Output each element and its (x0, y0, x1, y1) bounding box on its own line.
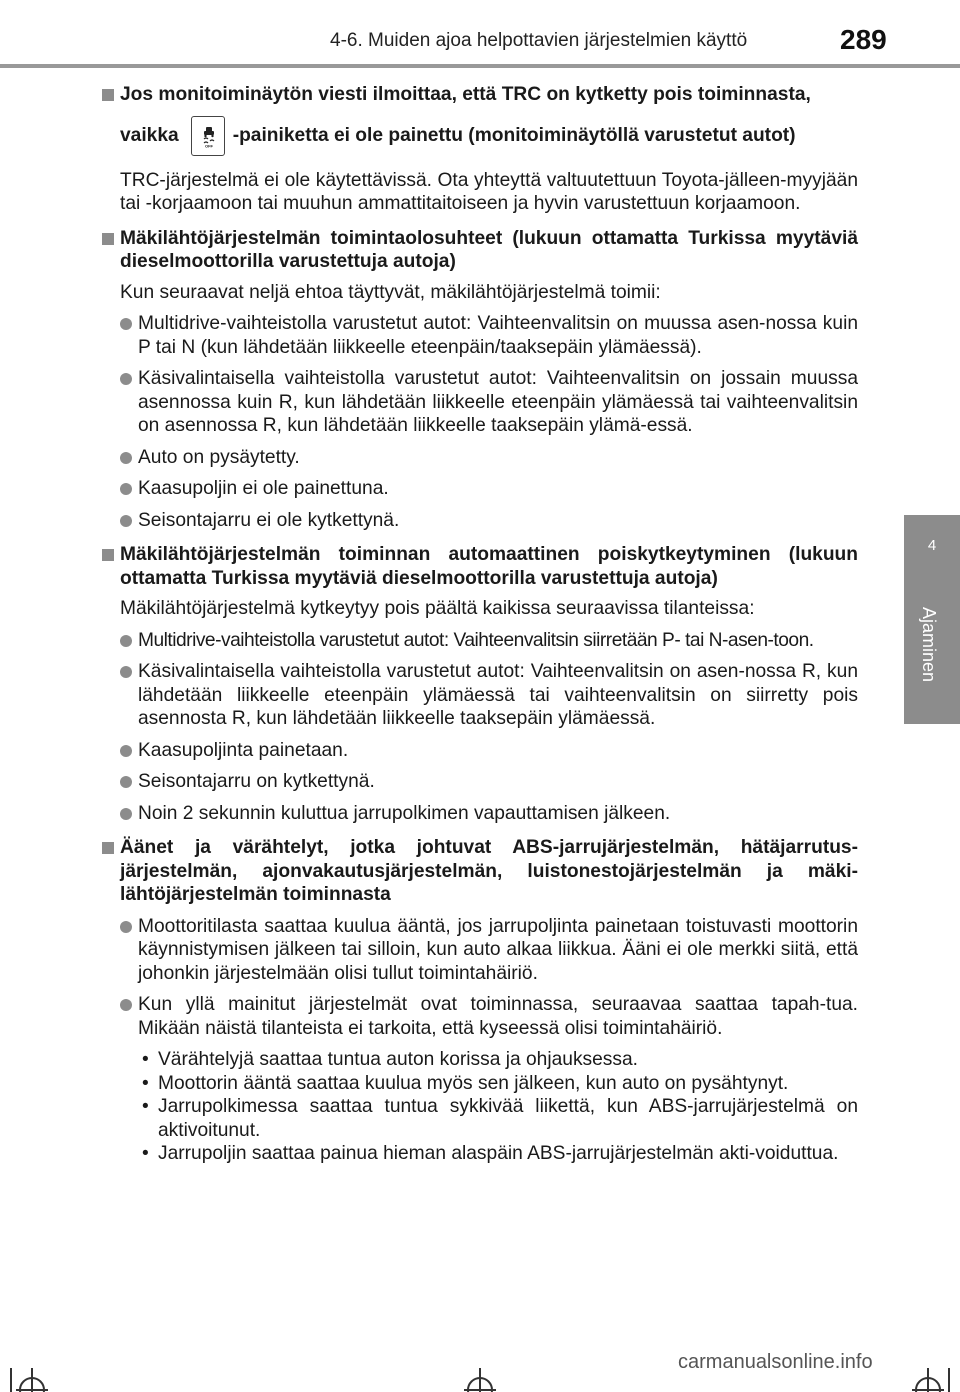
registration-mark-icon (906, 1368, 950, 1392)
list-item: Noin 2 sekunnin kuluttua jarrupolkimen vapauttamisen jälkeen. (100, 802, 858, 826)
chapter-side-tab[interactable] (904, 515, 960, 724)
list-item: Käsivalintaisella vaihteistolla varustetut autot: Vaihteenvalitsin on asen-nossa R, kun lähdetään liikkeelle eteenpäin ylämäessä tai vaihteenvalitsin on siirretty pois asennosta R, kun lähdetään liikkeelle taaksepäin ylämäessä. (100, 660, 858, 731)
sub-list-item: • Jarrupolkimessa saattaa tuntua sykkivää liikettä, kun ABS-jarrujärjestelmä on aktivoitunut. (142, 1096, 858, 1141)
round-bullet-icon (120, 776, 132, 788)
heading-text: -painiketta ei ole painettu (monitoiminäytöllä varustetut autot) (232, 124, 796, 146)
round-bullet-icon (120, 318, 132, 330)
paragraph: Mäkilähtöjärjestelmä kytkeytyy pois päältä kaikissa seuraavissa tilanteissa: (120, 598, 755, 619)
list-item: Moottoritilasta saattaa kuulua ääntä, jos jarrupoljinta painetaan toistuvasti moottorin käynnistymisen jälkeen tai silloin, kun auto alkaa liikkua. Ääni ei ole merkki siitä, että johonkin järjestelmään olisi tullut toimintahäiriö. (100, 915, 858, 986)
round-bullet-icon (120, 483, 132, 495)
list-item: Multidrive-vaihteistolla varustetut autot: Vaihteenvalitsin on muussa asen-nossa kuin P tai N (kun lähdetään liikkeelle eteenpäin/taaksepäin ylämäessä). (100, 312, 858, 359)
list-item: Kun yllä mainitut järjestelmät ovat toiminnassa, seuraavaa saattaa tapah-tua. Mikään näistä tilanteista ei tarkoita, että kyseessä olisi toimintahäiriö. (100, 993, 858, 1040)
heading-text: Mäkilähtöjärjestelmän toiminnan automaattinen poiskytkeytyminen (lukuun ottamatta Turkissa myytäviä dieselmoottorilla varustettuja autoja) (120, 544, 858, 589)
heading-text: Jos monitoiminäytön viesti ilmoittaa, että TRC on kytketty pois toiminnasta, (120, 84, 811, 105)
round-bullet-icon (120, 373, 132, 385)
section-heading-trc (100, 83, 858, 163)
paragraph: TRC-järjestelmä ei ole käytettävissä. Ota yhteyttä valtuutettuun Toyota-jälleen-myyjään tai -korjaamoon tai muuhun ammattitaitoiseen ja hyvin varustettuun korjaamoon. (120, 169, 858, 214)
header-title: 4-6. Muiden ajoa helpottavien järjestelmien käyttö (330, 30, 748, 51)
watermark: carmanualsonline.info (678, 1351, 873, 1373)
round-bullet-icon (120, 808, 132, 820)
registration-mark-icon (458, 1368, 502, 1392)
list-item: Auto on pysäytetty. (100, 446, 858, 470)
trc-off-icon (191, 116, 225, 156)
bullet-marker: • (142, 1096, 149, 1117)
round-bullet-icon (120, 666, 132, 678)
sub-list-item: • Jarrupoljin saattaa painua hieman alaspäin ABS-jarrujärjestelmän akti-voiduttua. (142, 1143, 839, 1164)
sub-list-item: • Moottorin ääntä saattaa kuulua myös sen jälkeen, kun auto on pysähtynyt. (142, 1072, 789, 1094)
heading-text: Äänet ja värähtelyt, jotka johtuvat ABS-jarrujärjestelmän, hätäjarrutus-järjestelmän, ajonvakautusjärjestelmän, luistonestojärjestelmän ja mäki-lähtöjärjestelmän toiminnasta (120, 837, 858, 905)
round-bullet-icon (120, 635, 132, 647)
round-bullet-icon (120, 921, 132, 933)
heading-text: Mäkilähtöjärjestelmän toimintaolosuhteet (lukuun ottamatta Turkissa myytäviä dieselmoottorilla varustettuja autoja) (120, 227, 858, 272)
square-bullet-icon (102, 842, 114, 854)
page-content (100, 83, 858, 1166)
list-item: Käsivalintaisella vaihteistolla varustetut autot: Vaihteenvalitsin on jossain muussa asennossa kuin R, kun lähdetään liikkeelle eteenpäin ylämäessä tai vaihteenvalitsin on asennossa R, kun lähdetään liikkeelle taaksepäin ylämä-essä. (100, 367, 858, 438)
sub-list (100, 1048, 858, 1166)
square-bullet-icon (102, 549, 114, 561)
bullet-marker: • (142, 1049, 149, 1070)
section-heading-hill-start-conditions (100, 227, 858, 274)
round-bullet-icon (120, 745, 132, 757)
bullet-marker: • (142, 1072, 149, 1094)
heading-icon-line (120, 109, 858, 163)
registration-mark-icon (10, 1368, 54, 1392)
chapter-label: Ajaminen (919, 607, 939, 683)
svg-text:OFF: OFF (204, 143, 213, 148)
heading-text: vaikka (120, 124, 179, 146)
round-bullet-icon (120, 452, 132, 464)
section-heading-hill-start-deactivation (100, 543, 858, 590)
list-item: Seisontajarru ei ole kytkettynä. (100, 509, 858, 533)
list-item: Kaasupoljin ei ole painettuna. (100, 477, 858, 501)
page-number: 289 (840, 24, 887, 55)
header-rule (0, 64, 960, 68)
list-item: Kaasupoljinta painetaan. (100, 739, 858, 763)
list-item: Multidrive-vaihteistolla varustetut autot: Vaihteenvalitsin siirretään P- tai N-asen-toon. (100, 629, 858, 653)
square-bullet-icon (102, 233, 114, 245)
square-bullet-icon (102, 89, 114, 101)
list-item: Seisontajarru on kytkettynä. (100, 770, 858, 794)
round-bullet-icon (120, 999, 132, 1011)
section-heading-sounds-vibrations (100, 836, 858, 907)
bullet-marker: • (142, 1143, 149, 1164)
sub-list-item: • Värähtelyjä saattaa tuntua auton korissa ja ohjauksessa. (142, 1049, 638, 1070)
round-bullet-icon (120, 515, 132, 527)
chapter-number: 4 (927, 537, 937, 554)
paragraph: Kun seuraavat neljä ehtoa täyttyvät, mäkilähtöjärjestelmä toimii: (120, 281, 661, 303)
